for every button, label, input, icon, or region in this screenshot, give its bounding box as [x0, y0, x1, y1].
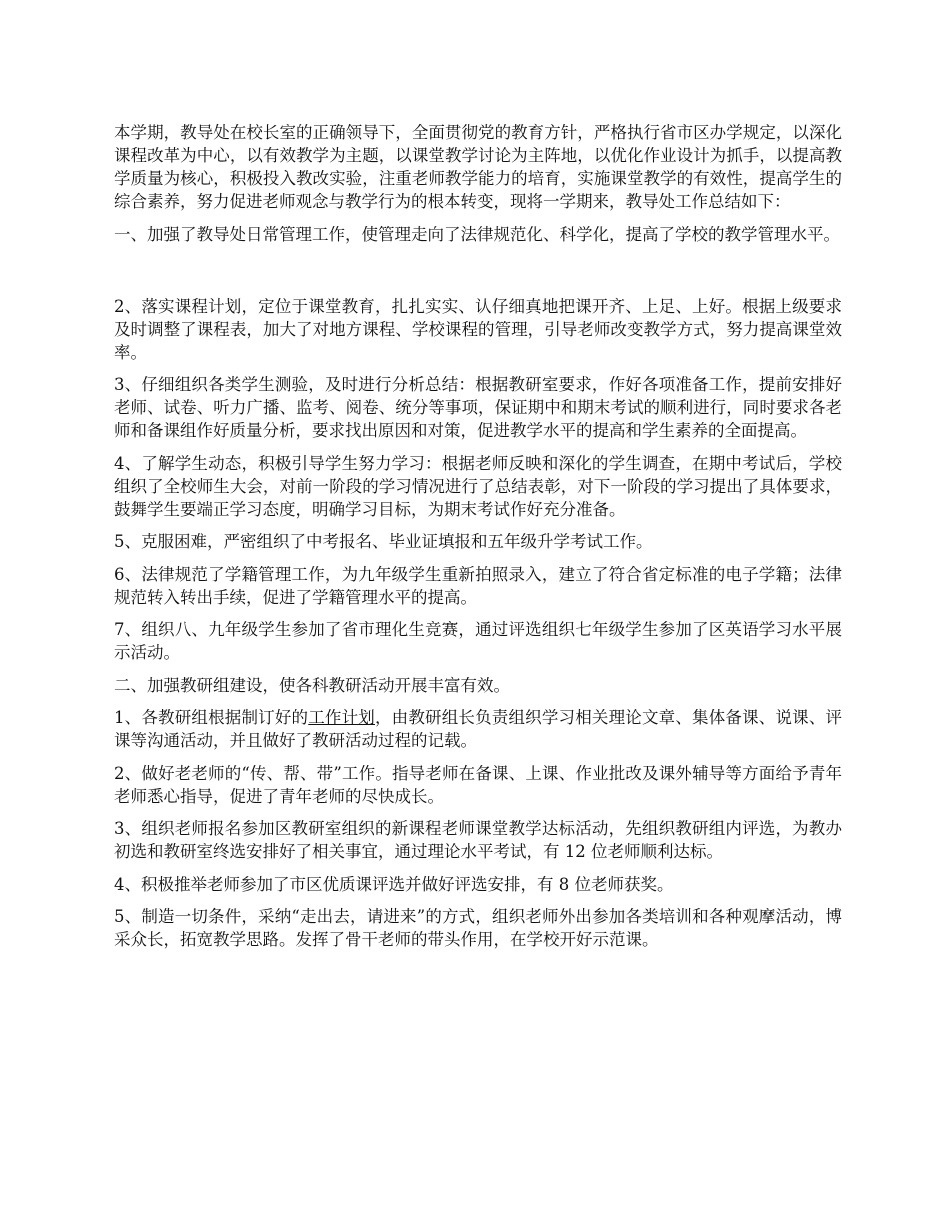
- section-1-item-6: 6、法律规范了学籍管理工作，为九年级学生重新拍照录入，建立了符合省定标准的电子学籍；法律规范转入转出手续，促进了学籍管理水平的提高。: [114, 564, 842, 607]
- intro-paragraph: 本学期，教导处在校长室的正确领导下，全面贯彻党的教育方针，严格执行省市区办学规定，以深化课程改革为中心，以有效教学为主题，以课堂教学讨论为主阵地，以优化作业设计为抓手，以提高教学质量为核心，积极投入教改实验，注重老师教学能力的培育，实施课堂教学的有效性，提高学生的综合素养，努力促进老师观念与教学行为的根本转变，现将一学期来，教导处工作总结如下：: [114, 123, 842, 211]
- section-2-item-5: 5、制造一切条件，采纳“走出去，请进来”的方式，组织老师外出参加各类培训和各种观摩活动，博采众长，拓宽教学思路。发挥了骨干老师的带头作用，在学校开好示范课。: [114, 907, 842, 949]
- section-1-item-3: 3、仔细组织各类学生测验，及时进行分析总结：根据教研室要求，作好各项准备工作，提前安排好老师、试卷、听力广播、监考、阅卷、统分等事项，保证期中和期末考试的顺利进行，同时要求各老师和备课组作好质量分析，要求找出原因和对策，促进教学水平的提高和学生素养的全面提高。: [114, 375, 842, 440]
- section-2-item-1-rest: ，由教研组长负责组织学习相关理论文章、集体备课、说课、评课等沟通活动，并且做好了教研活动过程的记载。: [114, 708, 843, 750]
- document-body: [114, 121, 842, 961]
- section-1-heading: 一、加强了教导处日常管理工作，使管理走向了法律规范化、科学化，提高了学校的教学管理水平。: [114, 224, 840, 244]
- section-1-item-7: 7、组织八、九年级学生参加了省市理化生竞赛，通过评选组织七年级学生参加了区英语学习水平展示活动。: [114, 620, 842, 662]
- section-1-item-5: 5、克服困难，严密组织了中考报名、毕业证填报和五年级升学考试工作。: [114, 532, 653, 551]
- section-1-item-4: 4、了解学生动态，积极引导学生努力学习：根据老师反映和深化的学生调查，在期中考试后，学校组织了全校师生大会，对前一阶段的学习情况进行了总结表彰，对下一阶段的学习提出了具体要求，鼓舞学生要端正学习态度，明确学习目标，为期末考试作好充分准备。: [114, 453, 842, 519]
- section-1-item-2: 2、落实课程计划，定位于课堂教育，扎扎实实、认仔细真地把课开齐、上足、上好。根据上级要求及时调整了课程表，加大了对地方课程、学校课程的管理，引导老师改变教学方式，努力提高课堂效率。: [114, 296, 842, 362]
- section-2-item-1: [114, 706, 842, 752]
- section-2-item-2: 2、做好老老师的“传、帮、带”工作。指导老师在备课、上课、作业批改及课外辅导等方面给予青年老师悉心指导，促进了青年老师的尽快成长。: [114, 763, 842, 806]
- section-2-item-3: 3、组织老师报名参加区教研室组织的新课程老师课堂教学达标活动，先组织教研组内评选，为教办初选和教研室终选安排好了相关事宜，通过理论水平考试，有 12 位老师顺利达标。: [114, 819, 842, 861]
- work-plan-link[interactable]: 工作计划: [308, 708, 375, 727]
- section-2-item-4: 4、积极推举老师参加了市区优质课评选并做好评选安排，有 8 位老师获奖。: [114, 874, 674, 894]
- section-2-item-1-lead: 1、各教研组根据制订好的: [114, 708, 309, 727]
- section-2-heading: 二、加强教研组建设，使各科教研活动开展丰富有效。: [114, 675, 510, 695]
